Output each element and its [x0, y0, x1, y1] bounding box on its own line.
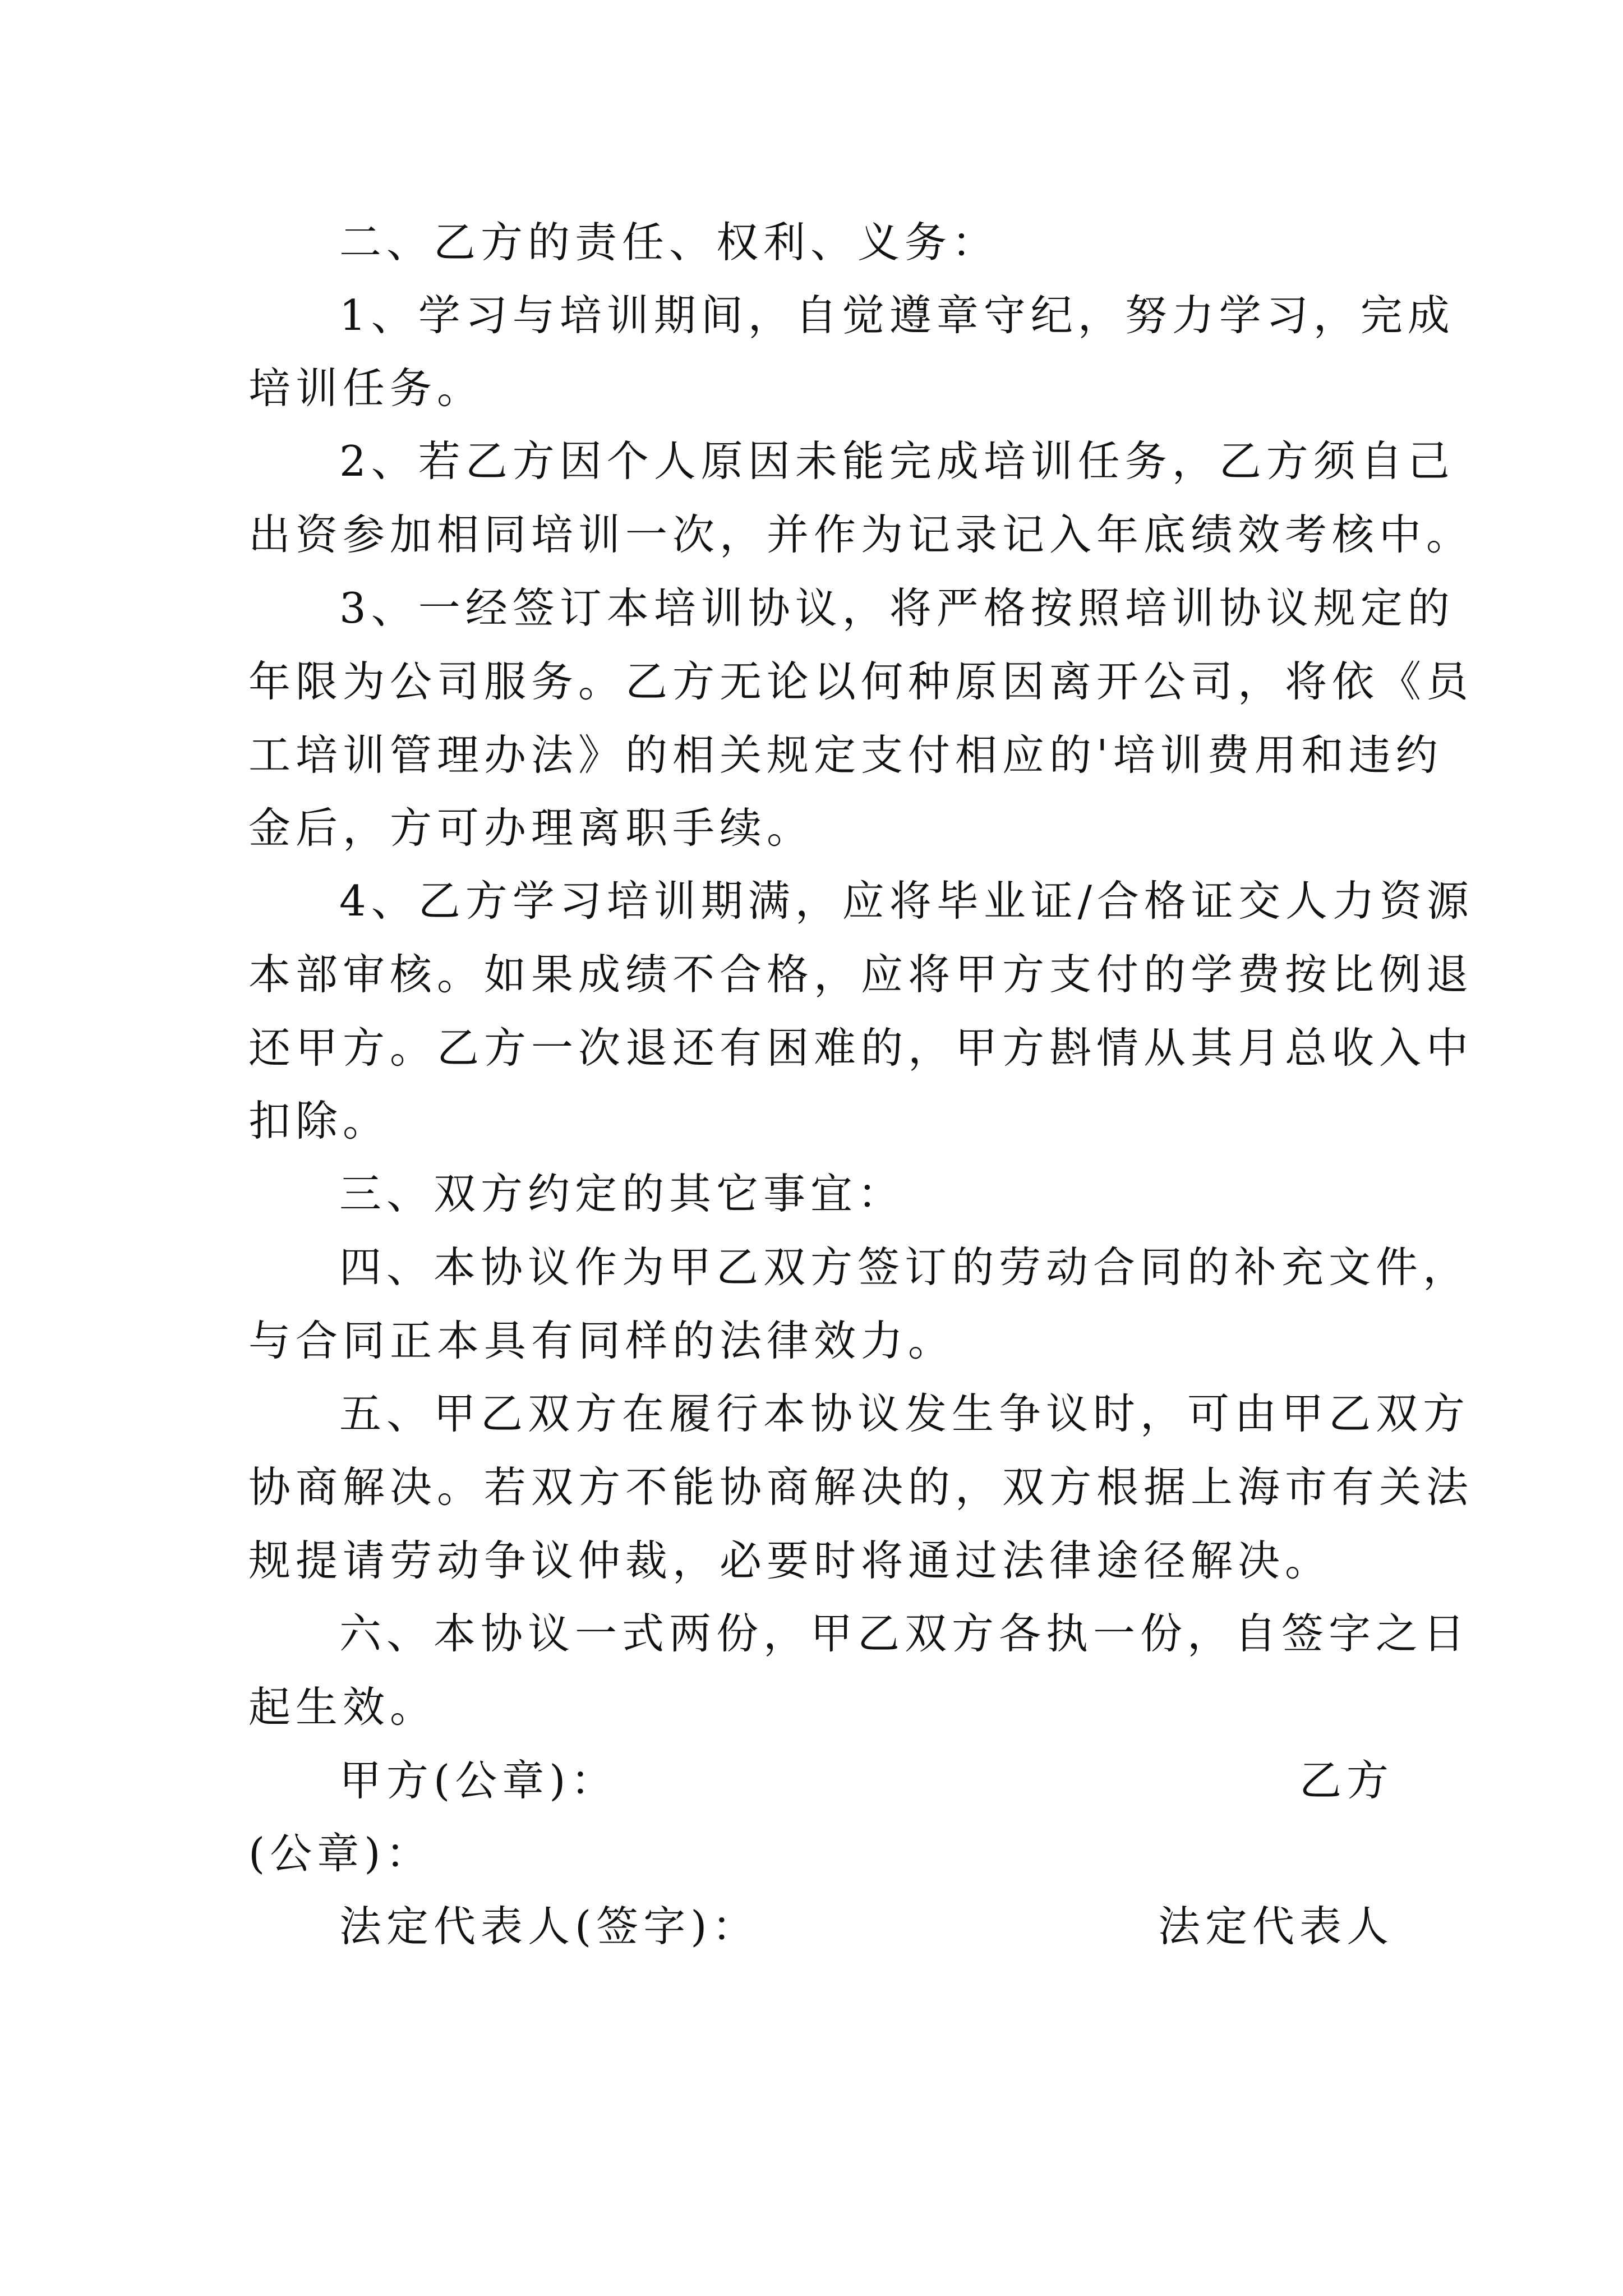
paragraph-line: 扣除。 [248, 1096, 390, 1145]
paragraph-line: 工培训管理办法》的相关规定支付相应的'培训费用和违约 [248, 730, 1443, 780]
paragraph-line: 2、若乙方因个人原因未能完成培训任务，乙方须自己 [339, 436, 1455, 486]
paragraph-line: 出资参加相同培训一次，并作为记录记入年底绩效考核中。 [248, 510, 1474, 559]
paragraph-line: 金后，方可办理离职手续。 [248, 803, 814, 853]
paragraph-line: 协商解决。若双方不能协商解决的，双方根据上海市有关法 [248, 1462, 1474, 1512]
paragraph-line: 起生效。 [248, 1682, 437, 1732]
paragraph-line: 规提请劳动争议仲裁，必要时将通过法律途径解决。 [248, 1536, 1332, 1585]
party-b-seal-label: 乙方 [1299, 1756, 1394, 1805]
seal-line [339, 1752, 1394, 1809]
paragraph-line: 本部审核。如果成绩不合格，应将甲方支付的学费按比例退 [248, 950, 1474, 999]
party-a-seal-label: 甲方(公章)： [339, 1756, 618, 1805]
paragraph-line: 培训任务。 [248, 364, 485, 413]
paragraph-line: 1、学习与培训期间，自觉遵章守纪，努力学习，完成 [339, 291, 1455, 340]
paragraph-line: 五、甲乙双方在履行本协议发生争议时，可由甲乙双方 [339, 1389, 1470, 1438]
paragraph-line: 与合同正本具有同样的法律效力。 [248, 1316, 956, 1365]
party-b-representative-label: 法定代表人 [1158, 1902, 1394, 1951]
section-heading-2: 二、乙方的责任、权利、义务： [339, 218, 999, 267]
paragraph-line: 四、本协议作为甲乙双方签订的劳动合同的补充文件， [339, 1243, 1470, 1292]
paragraph-line: 还甲方。乙方一次退还有困难的，甲方斟情从其月总收入中 [248, 1023, 1474, 1073]
party-b-seal-label-continued: (公章)： [248, 1829, 433, 1878]
representative-line [339, 1898, 1394, 1954]
paragraph-line: 3、一经签订本培训协议，将严格按照培训协议规定的 [339, 583, 1455, 633]
paragraph-line: 4、乙方学习培训期满，应将毕业证/合格证交人力资源 [339, 876, 1474, 926]
party-a-representative-label: 法定代表人(签字)： [339, 1902, 759, 1951]
section-heading-3: 三、双方约定的其它事宜： [339, 1169, 905, 1218]
paragraph-line: 六、本协议一式两份，甲乙双方各执一份，自签字之日 [339, 1609, 1470, 1658]
paragraph-line: 年限为公司服务。乙方无论以何种原因离开公司，将依《员 [248, 657, 1474, 706]
